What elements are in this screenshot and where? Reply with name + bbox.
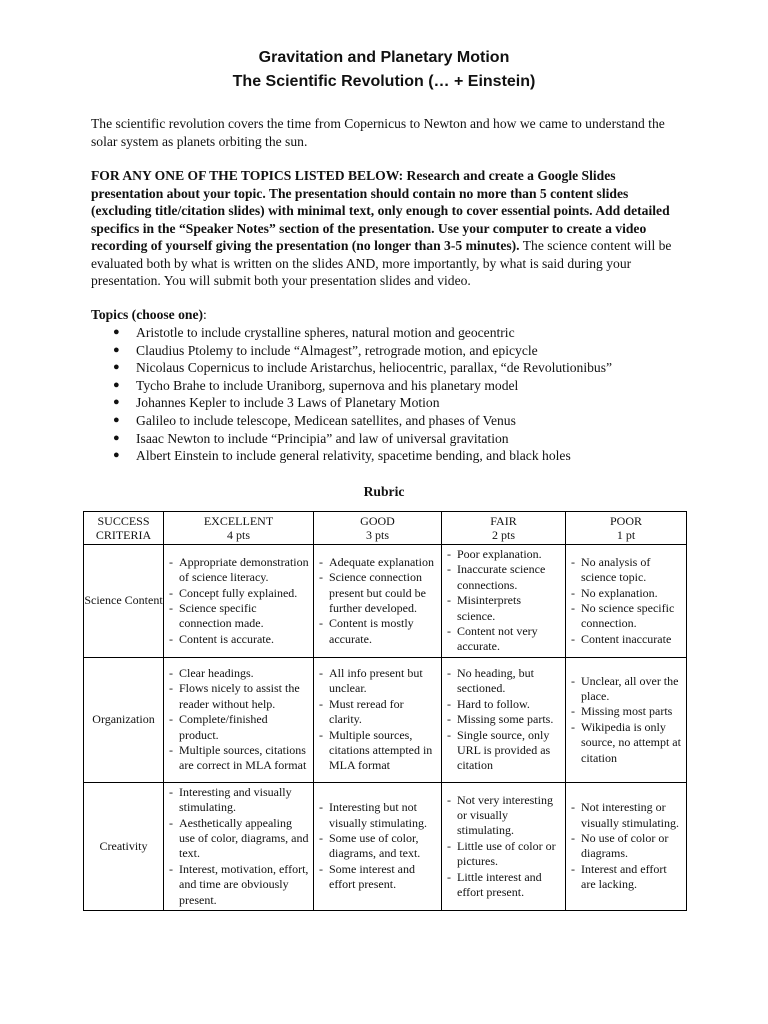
bullet-icon: ● (113, 326, 120, 338)
rubric-cell-list (164, 664, 313, 776)
rubric-cell-list (566, 553, 686, 649)
bullet-icon: ● (113, 378, 120, 391)
rubric-cell-excellent (164, 782, 314, 910)
topic-text: Albert Einstein to include general relativity, spacetime bending, and black holes (136, 448, 571, 464)
bullet-icon: ● (113, 361, 120, 374)
rubric-cell-item: - All info present but unclear. (319, 666, 438, 697)
rubric-cell-good (314, 657, 442, 782)
rubric-cell-list (314, 553, 441, 649)
rubric-cell-item: - Content is mostly accurate. (319, 616, 438, 647)
rubric-cell-item: - Not interesting or visually stimulating. (571, 800, 683, 831)
instructions-bold-text: FOR ANY ONE OF THE TOPICS LISTED BELOW: Research and create a Google Slides presentation about your topic. The presentation should contain no more than 5 content slides (excluding title/citation slides) with minimal text, only enough to cover essential points. Add detailed specifics in the “Speaker Notes” section of the presentation. Use your computer to create a video recording of yourself giving the presentation (no longer than 3-5 minutes). (91, 168, 670, 253)
rubric-cell-item: - Little use of color or pictures. (447, 839, 562, 870)
topic-text: Nicolaus Copernicus to include Aristarchus, heliocentric, parallax, “de Revolutionibus” (136, 360, 613, 376)
rubric-cell-item: - Clear headings. (169, 666, 310, 681)
rubric-row (84, 545, 687, 658)
topic-item (91, 412, 691, 430)
rubric-cell-item: - Hard to follow. (447, 697, 562, 712)
rubric-cell-excellent (164, 657, 314, 782)
rubric-cell-excellent (164, 545, 314, 658)
rubric-cell-item: - Complete/finished product. (169, 712, 310, 743)
header-good: GOOD 3 pts (314, 512, 442, 545)
topic-item (91, 342, 691, 360)
topic-item (91, 377, 691, 395)
bullet-icon: ● (113, 431, 120, 444)
rubric-row (84, 657, 687, 782)
rubric-cell-item: - Science connection present but could be further developed. (319, 570, 438, 616)
rubric-cell-list (442, 791, 565, 903)
topic-text: Aristotle to include crystalline spheres, natural motion and geocentric (136, 325, 515, 340)
rubric-cell-item: - No use of color or diagrams. (571, 831, 683, 862)
rubric-cell-item: - Unclear, all over the place. (571, 674, 683, 705)
header-poor: POOR 1 pt (566, 512, 687, 545)
topic-text: Isaac Newton to include “Principia” and law of universal gravitation (136, 430, 509, 446)
rubric-cell-poor (566, 782, 687, 910)
rubric-cell-poor (566, 657, 687, 782)
header-criteria: SUCCESS CRITERIA (84, 512, 164, 545)
topics-heading-text: Topics (choose one) (91, 307, 204, 322)
instructions-normal-text: The science content will be evaluated both by what is written on the slides AND, more importantly, by what is said during your presentation. You will submit both your presentation slides and video. (91, 238, 672, 288)
rubric-cell-item: - Content inaccurate (571, 632, 683, 647)
rubric-cell-list (314, 798, 441, 894)
topic-item (91, 324, 691, 342)
rubric-title: Rubric (363, 484, 405, 499)
rubric-cell-item: - Some use of color, diagrams, and text. (319, 831, 438, 862)
rubric-cell-item: - Multiple sources, citations attempted in MLA format (319, 728, 438, 774)
rubric-row (84, 782, 687, 910)
rubric-cell-item: - No explanation. (571, 586, 683, 601)
rubric-cell-fair (442, 782, 566, 910)
rubric-cell-item: - Interesting and visually stimulating. (169, 785, 310, 816)
rubric-cell-item: - No heading, but sectioned. (447, 666, 562, 697)
rubric-cell-good (314, 545, 442, 658)
topic-item (91, 447, 691, 465)
rubric-cell-list (164, 553, 313, 649)
rubric-cell-poor (566, 545, 687, 658)
bullet-icon: ● (113, 396, 120, 409)
rubric-cell-item: - Single source, only URL is provided as citation (447, 728, 562, 774)
rubric-cell-fair (442, 545, 566, 658)
criteria-cell: Science Content (84, 545, 164, 658)
rubric-cell-item: - No science specific connection. (571, 601, 683, 632)
instructions-paragraph (91, 167, 681, 290)
rubric-cell-item: - Science specific connection made. (169, 601, 310, 632)
rubric-cell-list (164, 783, 313, 910)
rubric-cell-item: - Interesting but not visually stimulating. (319, 800, 438, 831)
rubric-cell-item: - Aesthetically appealing use of color, diagrams, and text. (169, 816, 310, 862)
rubric-cell-good (314, 782, 442, 910)
topics-heading-colon: : (203, 307, 207, 322)
topic-text: Tycho Brahe to include Uraniborg, supernova and his planetary model (136, 377, 519, 393)
rubric-table (83, 511, 687, 911)
rubric-cell-item: - Content is accurate. (169, 632, 310, 647)
rubric-cell-item: - Inaccurate science connections. (447, 562, 562, 593)
rubric-cell-item: - Missing most parts (571, 704, 683, 719)
document-title: Gravitation and Planetary Motion (258, 49, 510, 66)
criteria-cell: Organization (84, 657, 164, 782)
rubric-cell-item: - Flows nicely to assist the reader without help. (169, 681, 310, 712)
topic-text: Claudius Ptolemy to include “Almagest”, retrograde motion, and epicycle (136, 342, 538, 358)
rubric-cell-item: - Poor explanation. (447, 547, 562, 562)
rubric-cell-item: - Not very interesting or visually stimulating. (447, 793, 562, 839)
topic-item (91, 359, 691, 377)
rubric-cell-list (442, 664, 565, 776)
rubric-cell-item: - Interest, motivation, effort, and time are obviously present. (169, 862, 310, 908)
rubric-cell-list (566, 672, 686, 768)
rubric-cell-list (566, 798, 686, 894)
bullet-icon: ● (113, 343, 120, 356)
topic-text: Galileo to include telescope, Medicean satellites, and phases of Venus (136, 412, 516, 428)
topics-heading (91, 307, 207, 323)
rubric-cell-item: - Misinterprets science. (447, 593, 562, 624)
rubric-cell-item: - Wikipedia is only source, no attempt at citation (571, 720, 683, 766)
bullet-icon: ● (113, 413, 120, 426)
topic-text: Johannes Kepler to include 3 Laws of Planetary Motion (136, 395, 440, 411)
rubric-cell-item: - Multiple sources, citations are correct in MLA format (169, 743, 310, 774)
header-excellent: EXCELLENT 4 pts (164, 512, 314, 545)
header-fair: FAIR 2 pts (442, 512, 566, 545)
rubric-cell-item: - Must reread for clarity. (319, 697, 438, 728)
rubric-cell-item: - Appropriate demonstration of science literacy. (169, 555, 310, 586)
rubric-header-row (84, 512, 687, 545)
intro-paragraph: The scientific revolution covers the time from Copernicus to Newton and how we came to understand the solar system as planets orbiting the sun. (91, 116, 665, 149)
rubric-cell-item: - Concept fully explained. (169, 586, 310, 601)
rubric-cell-item: - No analysis of science topic. (571, 555, 683, 586)
rubric-cell-item: - Missing some parts. (447, 712, 562, 727)
rubric-cell-list (314, 664, 441, 776)
rubric-cell-item: - Interest and effort are lacking. (571, 862, 683, 893)
rubric-cell-item: - Content not very accurate. (447, 624, 562, 655)
topic-item (91, 430, 691, 448)
rubric-cell-item: - Adequate explanation (319, 555, 438, 570)
rubric-cell-item: - Some interest and effort present. (319, 862, 438, 893)
topic-item (91, 394, 691, 412)
document-subtitle: The Scientific Revolution (… + Einstein) (232, 73, 536, 90)
rubric-cell-fair (442, 657, 566, 782)
rubric-cell-list (442, 545, 565, 657)
topics-list (91, 324, 691, 465)
criteria-cell: Creativity (84, 782, 164, 910)
rubric-cell-item: - Little interest and effort present. (447, 870, 562, 901)
bullet-icon: ● (113, 449, 120, 462)
